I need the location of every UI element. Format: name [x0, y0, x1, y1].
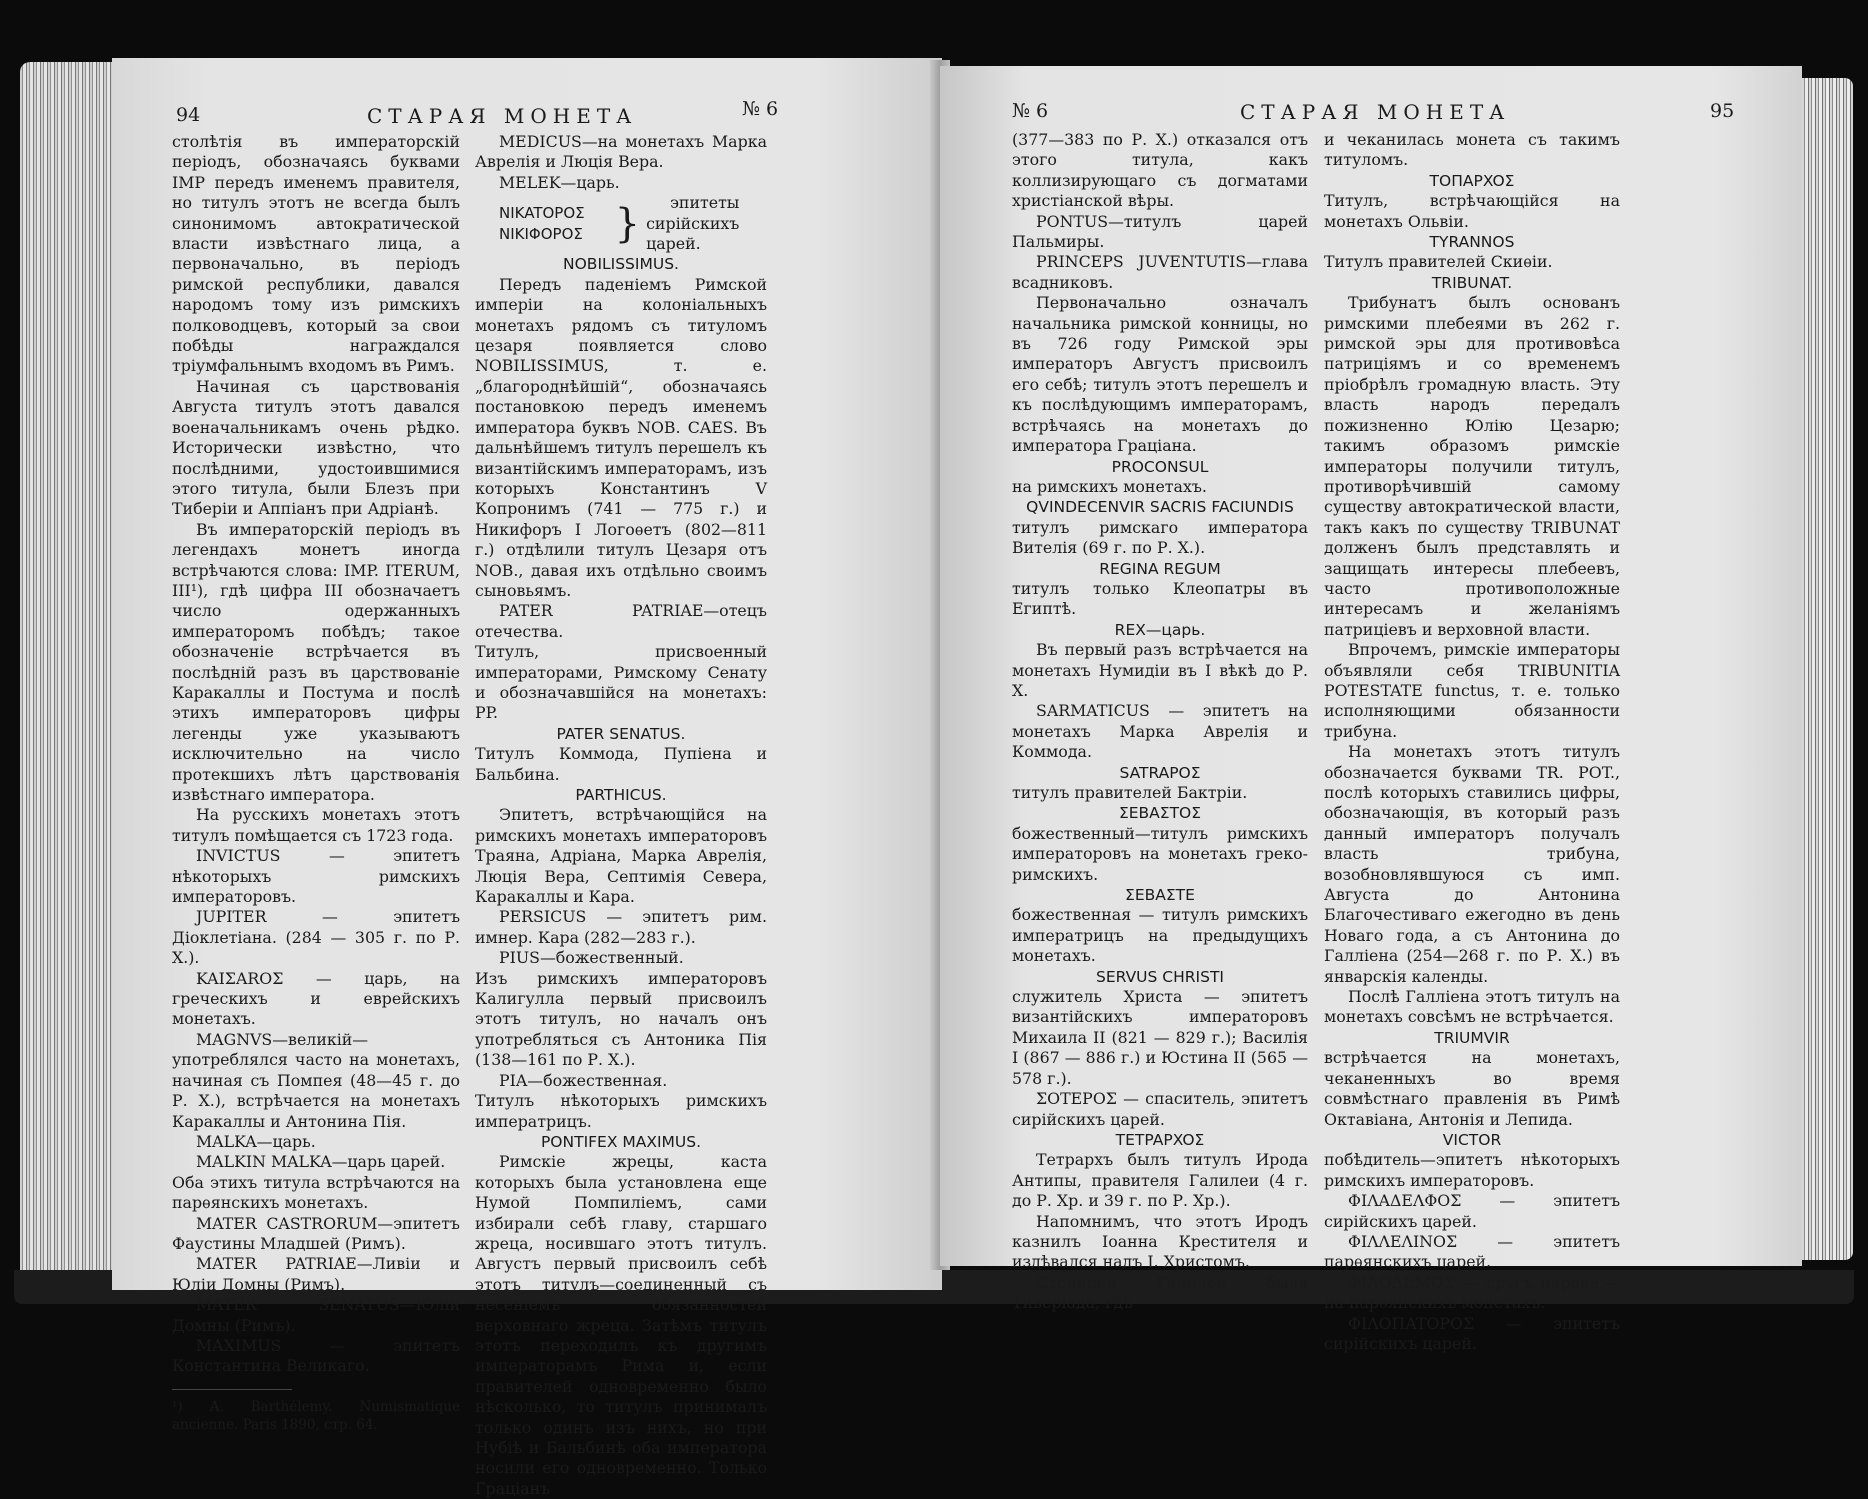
entry-heading: VICTOR	[1442, 1130, 1502, 1149]
paragraph: Столицей Галилеи была Тиверіада, гдѣ	[1012, 1272, 1308, 1313]
footnote-rule	[172, 1389, 292, 1390]
left-page	[112, 58, 942, 1498]
paragraph: Тетрархъ былъ титулъ Ирода Антипы, правителя Галилеи (4 г. до Р. Хр. и 39 г. по Р. Хр.).	[1012, 1150, 1308, 1211]
paragraph: MATER PATRIAE—Ливіи и Юліи Домны (Римъ).	[172, 1254, 460, 1294]
paragraph: MAGNVS—великій—употреблялся часто на монетахъ, начиная съ Помпея (48—45 г. до Р. Х.), встрѣчается на монетахъ Каракаллы и Антонина Пія.	[172, 1029, 460, 1131]
paragraph: Трибунатъ былъ основанъ римскими плебеями въ 262 г. римской эры для противовѣса патриціямъ и со временемъ пріобрѣлъ громадную власть. Эту власть народъ передалъ пожизненно Юлію Цезарю; такимъ образомъ римскіе императоры получили титулъ, противорѣчившій самому существу автократической власти, такъ какъ по существу TRIBUNAT долженъ былъ представлять и защищать интересы плебеевъ, часто противоположные интересамъ и желаніямъ патриціевъ и верховной власти.	[1324, 293, 1620, 639]
right-page-title: СТАРАЯ МОНЕТА	[1240, 100, 1511, 124]
paragraph: Титулъ правителей Скиѳіи.	[1324, 252, 1553, 272]
left-col2-flow	[475, 254, 767, 1499]
entry-heading: SERVUS CHRISTI	[1096, 967, 1224, 986]
paragraph: MEDICUS—на монетахъ Марка Аврелія и Люція Вера.	[475, 132, 767, 172]
paragraph: (377—383 по Р. Х.) отказался отъ этого титула, какъ коллизирующаго съ догматами христіанской вѣры.	[1012, 130, 1308, 211]
paragraph: PIUS—божественный.	[499, 948, 684, 968]
paragraph: Римскіе жрецы, каста которыхъ была установлена еще Нумой Помпиліемъ, сами избирали себѣ главу, старшаго жреца, носившаго этотъ титулъ. Августъ первый присвоилъ себѣ этотъ титулъ—соединенный съ несеніемъ обязанностей верховнаго жреца. Затѣмъ титулъ этотъ переходилъ къ другимъ императорамъ Рима и, если правителей одновременно было нѣсколько, то титулъ принималъ только одинъ изъ нихъ, но при Нубіѣ и Бальбинѣ оба императора носили его одновременно. Только Граціанъ	[475, 1152, 767, 1498]
footnote: ¹) A. Barthélemy. Numismatique ancienne. Paris 1890, стр. 64.	[172, 1398, 460, 1433]
paragraph: Впрочемъ, римскіе императоры объявляли себя TRIBUNITIA POTESTATE functus, т. е. только исполняющими обязанности трибуна.	[1324, 640, 1620, 741]
paragraph: INVICTUS — эпитетъ нѣкоторыхъ римскихъ императоровъ.	[172, 846, 460, 907]
entry-heading: ΣEBAΣTE	[1125, 886, 1195, 905]
entry-heading: PATER SENATUS.	[556, 724, 686, 743]
paragraph: титулъ только Клеопатры въ Египтѣ.	[1012, 578, 1308, 619]
paragraph: JUPITER — эпитетъ Діоклетіана. (284 — 305 г. по Р. Х.).	[172, 907, 460, 968]
paragraph: Послѣ Галліена этотъ титулъ на монетахъ совсѣмъ не встрѣчается.	[1324, 987, 1620, 1027]
paragraph: божественная — титулъ римскихъ императрицъ на предыдущихъ монетахъ.	[1012, 905, 1308, 966]
left-page-title: СТАРАЯ МОНЕТА	[367, 104, 638, 128]
greek-epithets-terms	[475, 203, 585, 244]
brace-icon: }	[614, 200, 641, 247]
entry-heading: TETPAPXOΣ	[1115, 1130, 1205, 1149]
paragraph: Оба этихъ титула встрѣчаются на парѳянскихъ монетахъ.	[172, 1172, 460, 1213]
paragraph: PIA—божественная.	[499, 1070, 668, 1090]
paragraph: Въ императорскій періодъ въ легендахъ монетъ иногда встрѣчаются слова: IMP. ITERUM, III¹), гдѣ цифра III обозначаетъ число одержанныхъ императоромъ побѣдъ; такое обозначеніе встрѣчается въ послѣдній разъ въ царствованіе Каракаллы и Постума и послѣ этихъ императоровъ цифры легенды уже указываютъ исключительно на число протекшихъ лѣтъ царствованія извѣстнаго императора.	[172, 519, 460, 804]
paragraph: Начиная съ царствованія Августа титулъ этотъ давался военачальникамъ очень рѣдко. Исторически извѣстно, что послѣдними, удостоившимися этого титула, были Блезъ при Тиберіи и Аппіанъ при Адріанѣ.	[172, 376, 460, 519]
greek-term-nikator: NIKATOPOΣ	[499, 204, 585, 223]
entry-heading: REX—царь.	[1114, 620, 1206, 639]
greek-epithets-block	[475, 193, 767, 254]
paragraph: MALKA—царь.	[196, 1131, 316, 1151]
entry-heading: NOBILISSIMUS.	[563, 255, 679, 274]
entry-heading: ΣEBAΣTOΣ	[1118, 804, 1202, 823]
paragraph: Напомнимъ, что этотъ Иродъ казнилъ Іоанна Крестителя и издѣвался надъ І. Христомъ.	[1012, 1211, 1308, 1272]
paragraph: PATER PATRIAE—отецъ отечества.	[475, 601, 767, 641]
right-page-number: 95	[1710, 100, 1735, 122]
paragraph: SARMATICUS — эпитетъ на монетахъ Марка Аврелія и Коммода.	[1012, 701, 1308, 762]
paragraph: На русскихъ монетахъ этотъ титулъ помѣщается съ 1723 года.	[172, 805, 460, 845]
entry-heading: TRIBUNAT.	[1431, 273, 1513, 292]
right-col2-flow	[1324, 130, 1620, 1354]
paragraph: ΦIΛOПATOPOΣ — эпитетъ сирійскихъ царей.	[1324, 1313, 1620, 1353]
right-column-2	[1324, 130, 1620, 1354]
paragraph: ΦIΛAΔEΛΦOΣ — эпитетъ сирійскихъ царей.	[1324, 1191, 1620, 1231]
right-col1-flow	[1012, 130, 1308, 1314]
entry-heading: PROCONSUL	[1111, 457, 1209, 476]
paragraph: Изъ римскихъ императоровъ Калигулла первый присвоилъ этотъ титулъ, но началъ онъ употребляться съ Антоника Пія (138—161 по Р. Х.).	[475, 968, 767, 1070]
entry-heading: REGINA REGUM	[1099, 559, 1221, 578]
paragraph: PRINCEPS JUVENTUTIS—глава всадниковъ.	[1012, 252, 1308, 292]
paragraph: PONTUS—титулъ царей Пальмиры.	[1012, 211, 1308, 252]
paragraph: и чеканилась монета съ такимъ титуломъ.	[1324, 130, 1620, 170]
entry-heading: QVINDECENVIR SACRIS FACIUNDIS	[1026, 498, 1294, 517]
paragraph: столѣтія въ императорскій періодъ, обозначаясь буквами IMP передъ именемъ правителя, но титулъ этотъ не всегда былъ синонимомъ автократической власти извѣстнаго лица, а первоначально, въ періодъ римской республики, давался народомъ тому изъ римскихъ полководцевъ, который за свои побѣды награждался тріумфальнымъ входомъ въ Римъ.	[172, 132, 460, 376]
paragraph: На монетахъ этотъ титулъ обозначается буквами TR. POT., послѣ которыхъ ставились цифры, обозначающія, въ который разъ данный императоръ получалъ власть трибуна, возобновлявшуюся съ имп. Августа до Антонина Благочестиваго ежегодно въ день Новаго года, а съ Антонина до Галліена (254—268 г. по Р. Х.) въ январскія календы.	[1324, 742, 1620, 986]
paragraph: MALKIN MALKA—царь царей.	[196, 1152, 446, 1172]
paragraph: ΦIΛΛEΛINOΣ — эпитетъ парѳянскихъ царей.	[1324, 1231, 1620, 1272]
right-column-1	[1012, 130, 1308, 1314]
entry-heading: PONTIFEX MAXIMUS.	[540, 1132, 702, 1151]
page-edges-right	[1795, 78, 1853, 1260]
paragraph: Передъ паденіемъ Римской имперіи на колоніальныхъ монетахъ рядомъ съ титуломъ цезаря появляется слово NOBILISSIMUS, т. е. „благороднѣйшій“, обозначаясь постановкою передъ именемъ императора буквъ NOB. CAES. Въ дальнѣйшемъ титулъ перешелъ къ византійскимъ императорамъ, изъ которыхъ Константинъ V Копронимъ (741 — 775 г.) и Никифоръ I Логоѳетъ (802—811 г.) отдѣлили титулъ Цезаря отъ NOB., давая ихъ отдѣльно своимъ сыновьямъ.	[475, 274, 767, 600]
greek-epithets-gloss: эпитеты сирійскихъ царей.	[646, 193, 740, 254]
paragraph: Эпитетъ, встрѣчающійся на римскихъ монетахъ императоровъ Траяна, Адріана, Марка Аврелія, Люція Вера, Септимія Севера, Каракаллы и Кара.	[475, 805, 767, 907]
paragraph: Титулъ Коммода, Пупіена и Бальбина.	[475, 744, 767, 784]
paragraph: Первоначально означалъ начальника римской конницы, но въ 726 году Римской эры императоръ Августъ присвоилъ его себѣ; титулъ этотъ перешелъ и къ послѣдующимъ императорамъ, встрѣчаясь на монетахъ до императора Граціана.	[1012, 293, 1308, 456]
paragraph: KAIΣAROΣ — царь, на греческихъ и еврейскихъ монетахъ.	[172, 968, 460, 1029]
paragraph: ΦIΛOΔEMOΣ — другъ народа,—на парѳянскихъ монетахъ.	[1324, 1272, 1620, 1313]
paragraph: PERSICUS — эпитетъ рим. имнер. Кара (282—283 г.).	[475, 907, 767, 947]
left-column-1	[172, 132, 460, 1434]
paragraph: побѣдитель—эпитетъ нѣкоторыхъ римскихъ императоровъ.	[1324, 1150, 1620, 1190]
right-page	[940, 66, 1802, 1353]
paragraph: MELEK—царь.	[499, 172, 620, 192]
paragraph: ΣOTEPOΣ — спаситель, эпитетъ сирійскихъ царей.	[1012, 1089, 1308, 1129]
left-page-issue: № 6	[742, 98, 779, 120]
entry-heading: PARTHICUS.	[575, 786, 667, 804]
paragraph: MATER CASTRORUM—эпитетъ Фаустины Младшей (Римъ).	[172, 1213, 460, 1253]
paragraph: MATER SENATUS—Юліи Домны (Римъ).	[172, 1295, 460, 1335]
paragraph: божественный—титулъ римскихъ императоровъ на монетахъ греко-римскихъ.	[1012, 823, 1308, 884]
paragraph: на римскихъ монетахъ.	[1012, 476, 1207, 496]
left-col2-top-flow	[475, 132, 767, 193]
paragraph: титулъ римскаго императора Вителія (69 г. по Р. Х.).	[1012, 517, 1308, 558]
left-col1-flow	[172, 132, 460, 1377]
left-page-number: 94	[176, 104, 201, 126]
right-page-issue: № 6	[1012, 100, 1049, 122]
paragraph: MAXIMUS — эпитетъ Константина Великаго.	[172, 1335, 460, 1376]
paragraph: Титулъ нѣкоторыхъ римскихъ императрицъ.	[475, 1091, 767, 1131]
paragraph: Въ первый разъ встрѣчается на монетахъ Нумидіи въ I вѣкѣ до Р. Х.	[1012, 640, 1308, 700]
greek-term-nikiphor: NIKIΦOPOΣ	[499, 224, 583, 243]
paragraph: встрѣчается на монетахъ, чеканенныхъ во время совмѣстнаго правленія въ Римѣ Октавіана, Антонія и Лепида.	[1324, 1048, 1620, 1129]
paragraph: служитель Христа — эпитетъ византійскихъ императоровъ Михаила II (821 — 829 г.); Василія I (867 — 886 г.) и Юстина II (565 — 578 г.).	[1012, 987, 1308, 1088]
entry-heading: TYRANNOS	[1429, 233, 1515, 252]
entry-heading: TOПAPXOΣ	[1429, 171, 1515, 190]
left-column-2	[475, 132, 767, 1499]
entry-heading: SATRAPOΣ	[1119, 763, 1201, 782]
entry-heading: TRIUMVIR	[1434, 1028, 1510, 1047]
paragraph: Титулъ, встрѣчающійся на монетахъ Ольвіи.	[1324, 191, 1620, 231]
paragraph: Титулъ, присвоенный императорами, Римскому Сенату и обозначавшійся на монетахъ: PP.	[475, 642, 767, 723]
paragraph: титулъ правителей Бактріи.	[1012, 783, 1248, 802]
